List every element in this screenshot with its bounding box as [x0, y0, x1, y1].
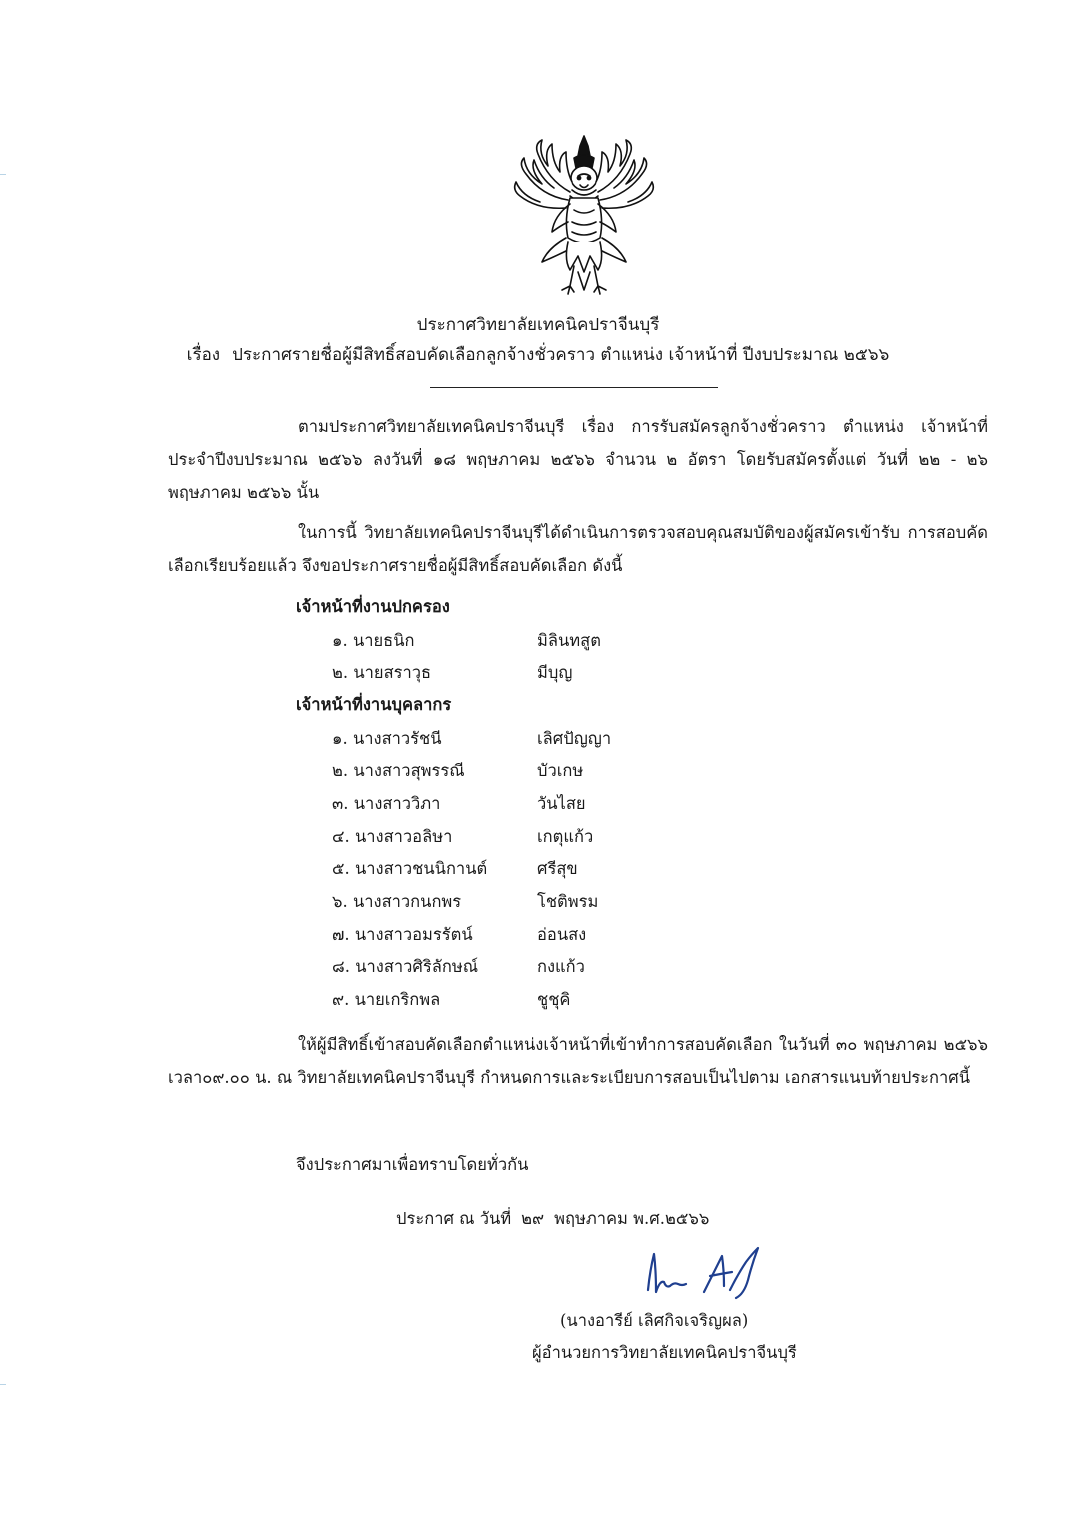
candidate-row [332, 793, 752, 817]
candidate-number: ๘. [332, 957, 350, 976]
candidate-number: ๔. [332, 827, 350, 846]
paragraph-exam-schedule [168, 1028, 988, 1094]
candidate-surname: อ่อนสง [537, 925, 587, 944]
paragraph-verification [168, 516, 988, 582]
scan-margin-mark [0, 1384, 6, 1385]
heading-divider [430, 387, 718, 388]
candidate-number: ๒. [332, 663, 349, 682]
candidate-given-name: นางสาวกนกพร [352, 892, 462, 911]
candidate-given-name: นางสาวสุพรรณี [353, 761, 465, 780]
scan-margin-mark [0, 174, 6, 175]
candidate-row [332, 956, 752, 980]
candidate-row [332, 858, 752, 882]
date-day: ๒๙ [521, 1209, 545, 1228]
announcement-date [396, 1208, 719, 1230]
candidate-given-name: นายธนิก [352, 631, 415, 650]
announcement-heading: ประกาศวิทยาลัยเทคนิคปราจีนบุรี [416, 315, 660, 335]
candidate-number: ๑. [332, 729, 348, 748]
candidate-given-name: นางสาวรัชนี [352, 729, 442, 748]
subject-label: เรื่อง [186, 345, 221, 365]
candidate-row [332, 630, 752, 654]
candidate-given-name: นายสราวุธ [353, 663, 432, 682]
candidate-given-name: นางสาวอมรรัตน์ [354, 925, 473, 944]
candidate-given-name: นางสาวชนนิกานต์ [354, 859, 488, 878]
candidate-row [332, 891, 752, 915]
candidate-surname: เกตุแก้ว [537, 827, 594, 846]
candidate-surname: วันไสย [537, 794, 586, 813]
candidate-row [332, 662, 752, 686]
date-month-year: พฤษภาคม พ.ศ.๒๕๖๖ [554, 1209, 710, 1228]
candidate-surname: มิลินทสูต [537, 631, 601, 650]
candidate-row [332, 924, 752, 948]
candidate-surname: มีบุญ [537, 663, 573, 682]
closing-statement: จึงประกาศมาเพื่อทราบโดยทั่วกัน [296, 1155, 529, 1174]
candidate-surname: ศรีสุข [537, 859, 578, 878]
candidate-surname: กงแก้ว [537, 957, 585, 976]
paragraph-exam-schedule-text: ให้ผู้มีสิทธิ์เข้าสอบคัดเลือกตำแหน่งเจ้าหน้าที่เข้าทำการสอบคัดเลือก ในวันที่ ๓๐ พฤษภาคม ๒๕๖๖ เวลา๐๙.๐๐ น. ณ วิทยาลัยเทคนิคปราจีนบุรี กำหนดการและระเบียบการสอบเป็นไปตาม เอกสารแนบท้ายประกาศนี้ [168, 1035, 988, 1087]
candidate-number: ๓. [332, 794, 349, 813]
candidate-number: ๑. [332, 631, 348, 650]
section-title-administration: เจ้าหน้าที่งานปกครอง [296, 597, 450, 616]
candidate-given-name: นางสาววิภา [353, 794, 441, 813]
candidate-number: ๖. [332, 892, 348, 911]
candidate-surname: ชูชุคิ [537, 990, 571, 1009]
section-title-personnel: เจ้าหน้าที่งานบุคลากร [296, 695, 452, 714]
candidate-number: ๒. [332, 761, 349, 780]
candidate-surname: บัวเกษ [537, 761, 584, 780]
signer-title: ผู้อำนวยการวิทยาลัยเทคนิคปราจีนบุรี [532, 1343, 797, 1362]
candidate-row [332, 760, 752, 784]
candidate-row [332, 728, 752, 752]
announcement-subject [0, 344, 1076, 366]
garuda-emblem-icon [508, 130, 660, 298]
handwritten-signature-icon [640, 1240, 770, 1300]
candidate-row [332, 826, 752, 850]
candidate-row [332, 989, 752, 1013]
candidate-number: ๕. [332, 859, 350, 878]
candidate-given-name: นางสาวศิริลักษณ์ [355, 957, 479, 976]
paragraph-reference-text: ตามประกาศวิทยาลัยเทคนิคปราจีนบุรี เรื่อง การรับสมัครลูกจ้างชั่วคราว ตำแหน่ง เจ้าหน้าที่ ประจำปีงบประมาณ ๒๕๖๖ ลงวันที่ ๑๘ พฤษภาคม ๒๕๖๖ จำนวน ๒ อัตรา โดยรับสมัครตั้งแต่ วันที่ ๒๒ - ๒๖ พฤษภาคม ๒๕๖๖ นั้น [168, 417, 988, 502]
paragraph-reference [168, 410, 988, 509]
candidate-given-name: นายเกริกพล [354, 990, 441, 1009]
paragraph-verification-text: ในการนี้ วิทยาลัยเทคนิคปราจีนบุรีได้ดำเนินการตรวจสอบคุณสมบัติของผู้สมัครเข้ารับ การสอบคัดเลือกเรียบร้อยแล้ว จึงขอประกาศรายชื่อผู้มีสิทธิ์สอบคัดเลือก ดังนี้ [168, 523, 988, 575]
candidate-surname: โชติพรม [537, 892, 599, 911]
subject-text: ประกาศรายชื่อผู้มีสิทธิ์สอบคัดเลือกลูกจ้างชั่วคราว ตำแหน่ง เจ้าหน้าที่ ปีงบประมาณ ๒๕๖๖ [232, 345, 890, 365]
date-prefix: ประกาศ ณ วันที่ [396, 1209, 512, 1228]
candidate-number: ๗. [332, 925, 350, 944]
candidate-surname: เลิศปัญญา [537, 729, 612, 748]
candidate-given-name: นางสาวอลิษา [354, 827, 453, 846]
candidate-number: ๙. [332, 990, 350, 1009]
signer-name: (นางอารีย์ เลิศกิจเจริญผล) [560, 1311, 749, 1330]
